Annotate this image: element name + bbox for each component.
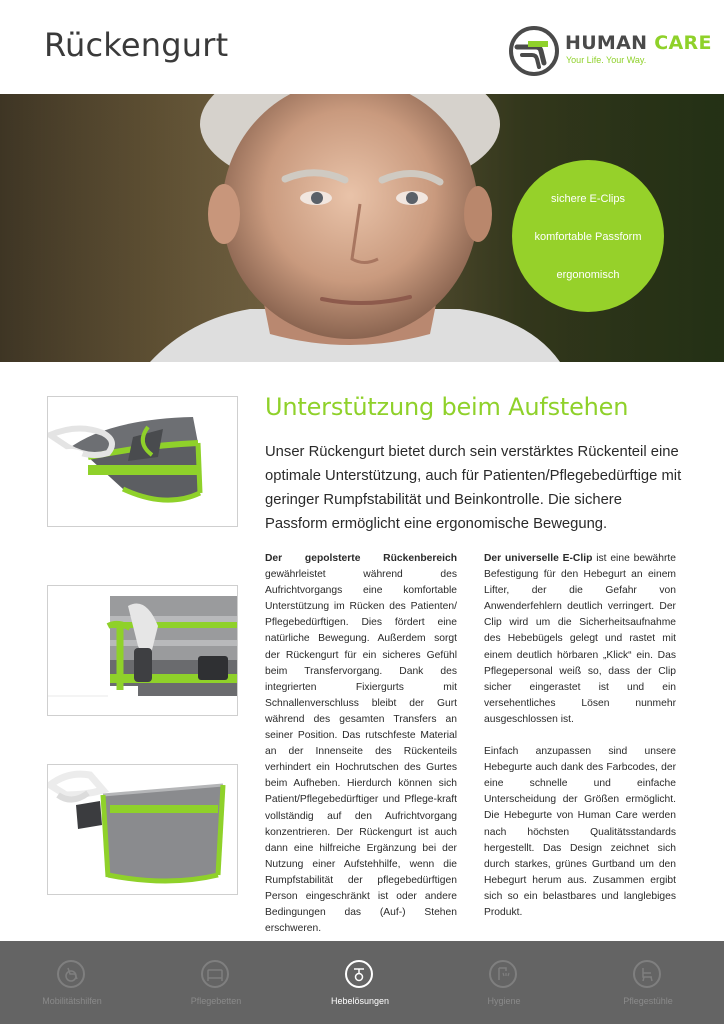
paragraph (484, 551, 676, 728)
page-header (0, 0, 724, 94)
chair-icon (633, 960, 661, 988)
feature-badge-item: komfortable Passform (534, 231, 642, 243)
paragraph-text: gewährleistet während des Aufrichtvorgangs eine komfortable Unterstützung im Rücken des Patienten/ Pflegebedürftigen. Dies fördert eine natürliche Bewegung. Außerdem sorgt der Rückengurt für ein sicheres Gefühl beim Transfervorgang. Dank des integrierten Fixiergurts mit Schnallenverschluss bleibt der Gurt während des gesamten Transfers an seiner Position. Das rutschfeste Material an der Innenseite des Rückenteils verhindert ein Hochrutschen des Gurtes beim Aufheben. Hierdurch können sich Patient/Pflegebedürftiger und Pflege-kraft vollständig auf den Aufrichtvorgang konzentrieren. Der Rückengurt ist auch dann eine hilfreiche Ergänzung bei der Nutzung einer Aufstehhilfe, wenn die Rumpfstabilität der pflegebedürftigen Person eingeschränkt ist oder andere Bedingungen das (Auf-) Stehen erschweren. (265, 569, 457, 935)
lead-paragraph: Unser Rückengurt bietet durch sein verstärktes Rückenteil eine optimale Unterstützung, auch für Patienten/Pflegebedürftige mit geringer Rumpfstabilität und Beinkontrolle. Die sichere Passform ermöglicht eine ergonomische Bewegung. (265, 444, 682, 532)
lift-icon (345, 960, 373, 988)
bed-icon (201, 960, 229, 988)
footer-nav-item-hebeloesungen[interactable] (288, 941, 432, 1024)
page-title: Rückengurt (44, 26, 229, 64)
hero-banner (0, 94, 724, 362)
footer-nav-item-pflegestuehle[interactable] (576, 941, 720, 1024)
human-care-logo[interactable] (508, 25, 712, 77)
paragraph-bold: Der universelle E-Clip (484, 553, 593, 564)
footer-nav-label: Pflegestühle (623, 996, 673, 1006)
text-column-right (484, 551, 676, 921)
footer-nav-label: Hygiene (487, 996, 521, 1006)
footer-nav-item-pflegebetten[interactable] (144, 941, 288, 1024)
product-image-buckle (47, 585, 238, 716)
paragraph-text: ist eine bewährte Befestigung für den Hebegurt an einem Lifter, der die Gefahr von Anwenderfehlern deutlich verringert. Der Clip wird um die Sicherheitsaufnahme des Hebebügels gelegt und rastet mit einem deutlich hörbaren „Klick“ ein. Das Pflegepersonal weiß so, dass der Clip sicher eingerastet ist und ein versehentliches Lösen nunmehr ausgeschlossen ist. (484, 553, 676, 725)
paragraph: Einfach anzupassen sind unsere Hebegurte auch dank des Farbcodes, der eine schnelle und einfache Unterscheidung der Größen ermöglicht. Die Hebegurte von Human Care werden nach höchsten Qualitätsstandards hergestellt. Das Design zeichnet sich durch starkes, grünes Gurtband um den Hebegurt herum aus. Zusammen ergibt sich so ein belastbares und langlebiges Produkt. (484, 746, 676, 918)
footer-nav-item-hygiene[interactable] (432, 941, 576, 1024)
footer-nav-label: Hebelösungen (330, 996, 390, 1006)
logo-name-human: HUMAN (565, 32, 648, 54)
section-headline: Unterstützung beim Aufstehen (265, 393, 629, 421)
footer-nav (0, 941, 724, 1024)
logo-name-care: CARE (654, 32, 712, 54)
wheelchair-icon (57, 960, 85, 988)
feature-badge-item: sichere E-Clips (551, 193, 625, 205)
product-image-belt (47, 396, 238, 527)
paragraph (265, 551, 457, 937)
logo-slogan: Your Life. Your Way. (566, 55, 647, 65)
footer-nav-item-mobilitaetshilfen[interactable] (0, 941, 144, 1024)
feature-badge (512, 160, 664, 312)
text-column-left (265, 551, 457, 937)
footer-nav-label: Mobilitätshilfen (42, 996, 102, 1006)
logo-name (565, 32, 712, 54)
logo-mark-icon (508, 25, 560, 77)
shower-icon (489, 960, 517, 988)
feature-badge-item: ergonomisch (556, 269, 620, 281)
product-image-clip (47, 764, 238, 895)
paragraph-bold: Der gepolsterte Rückenbereich (265, 553, 457, 564)
footer-nav-label: Pflegebetten (190, 996, 242, 1006)
